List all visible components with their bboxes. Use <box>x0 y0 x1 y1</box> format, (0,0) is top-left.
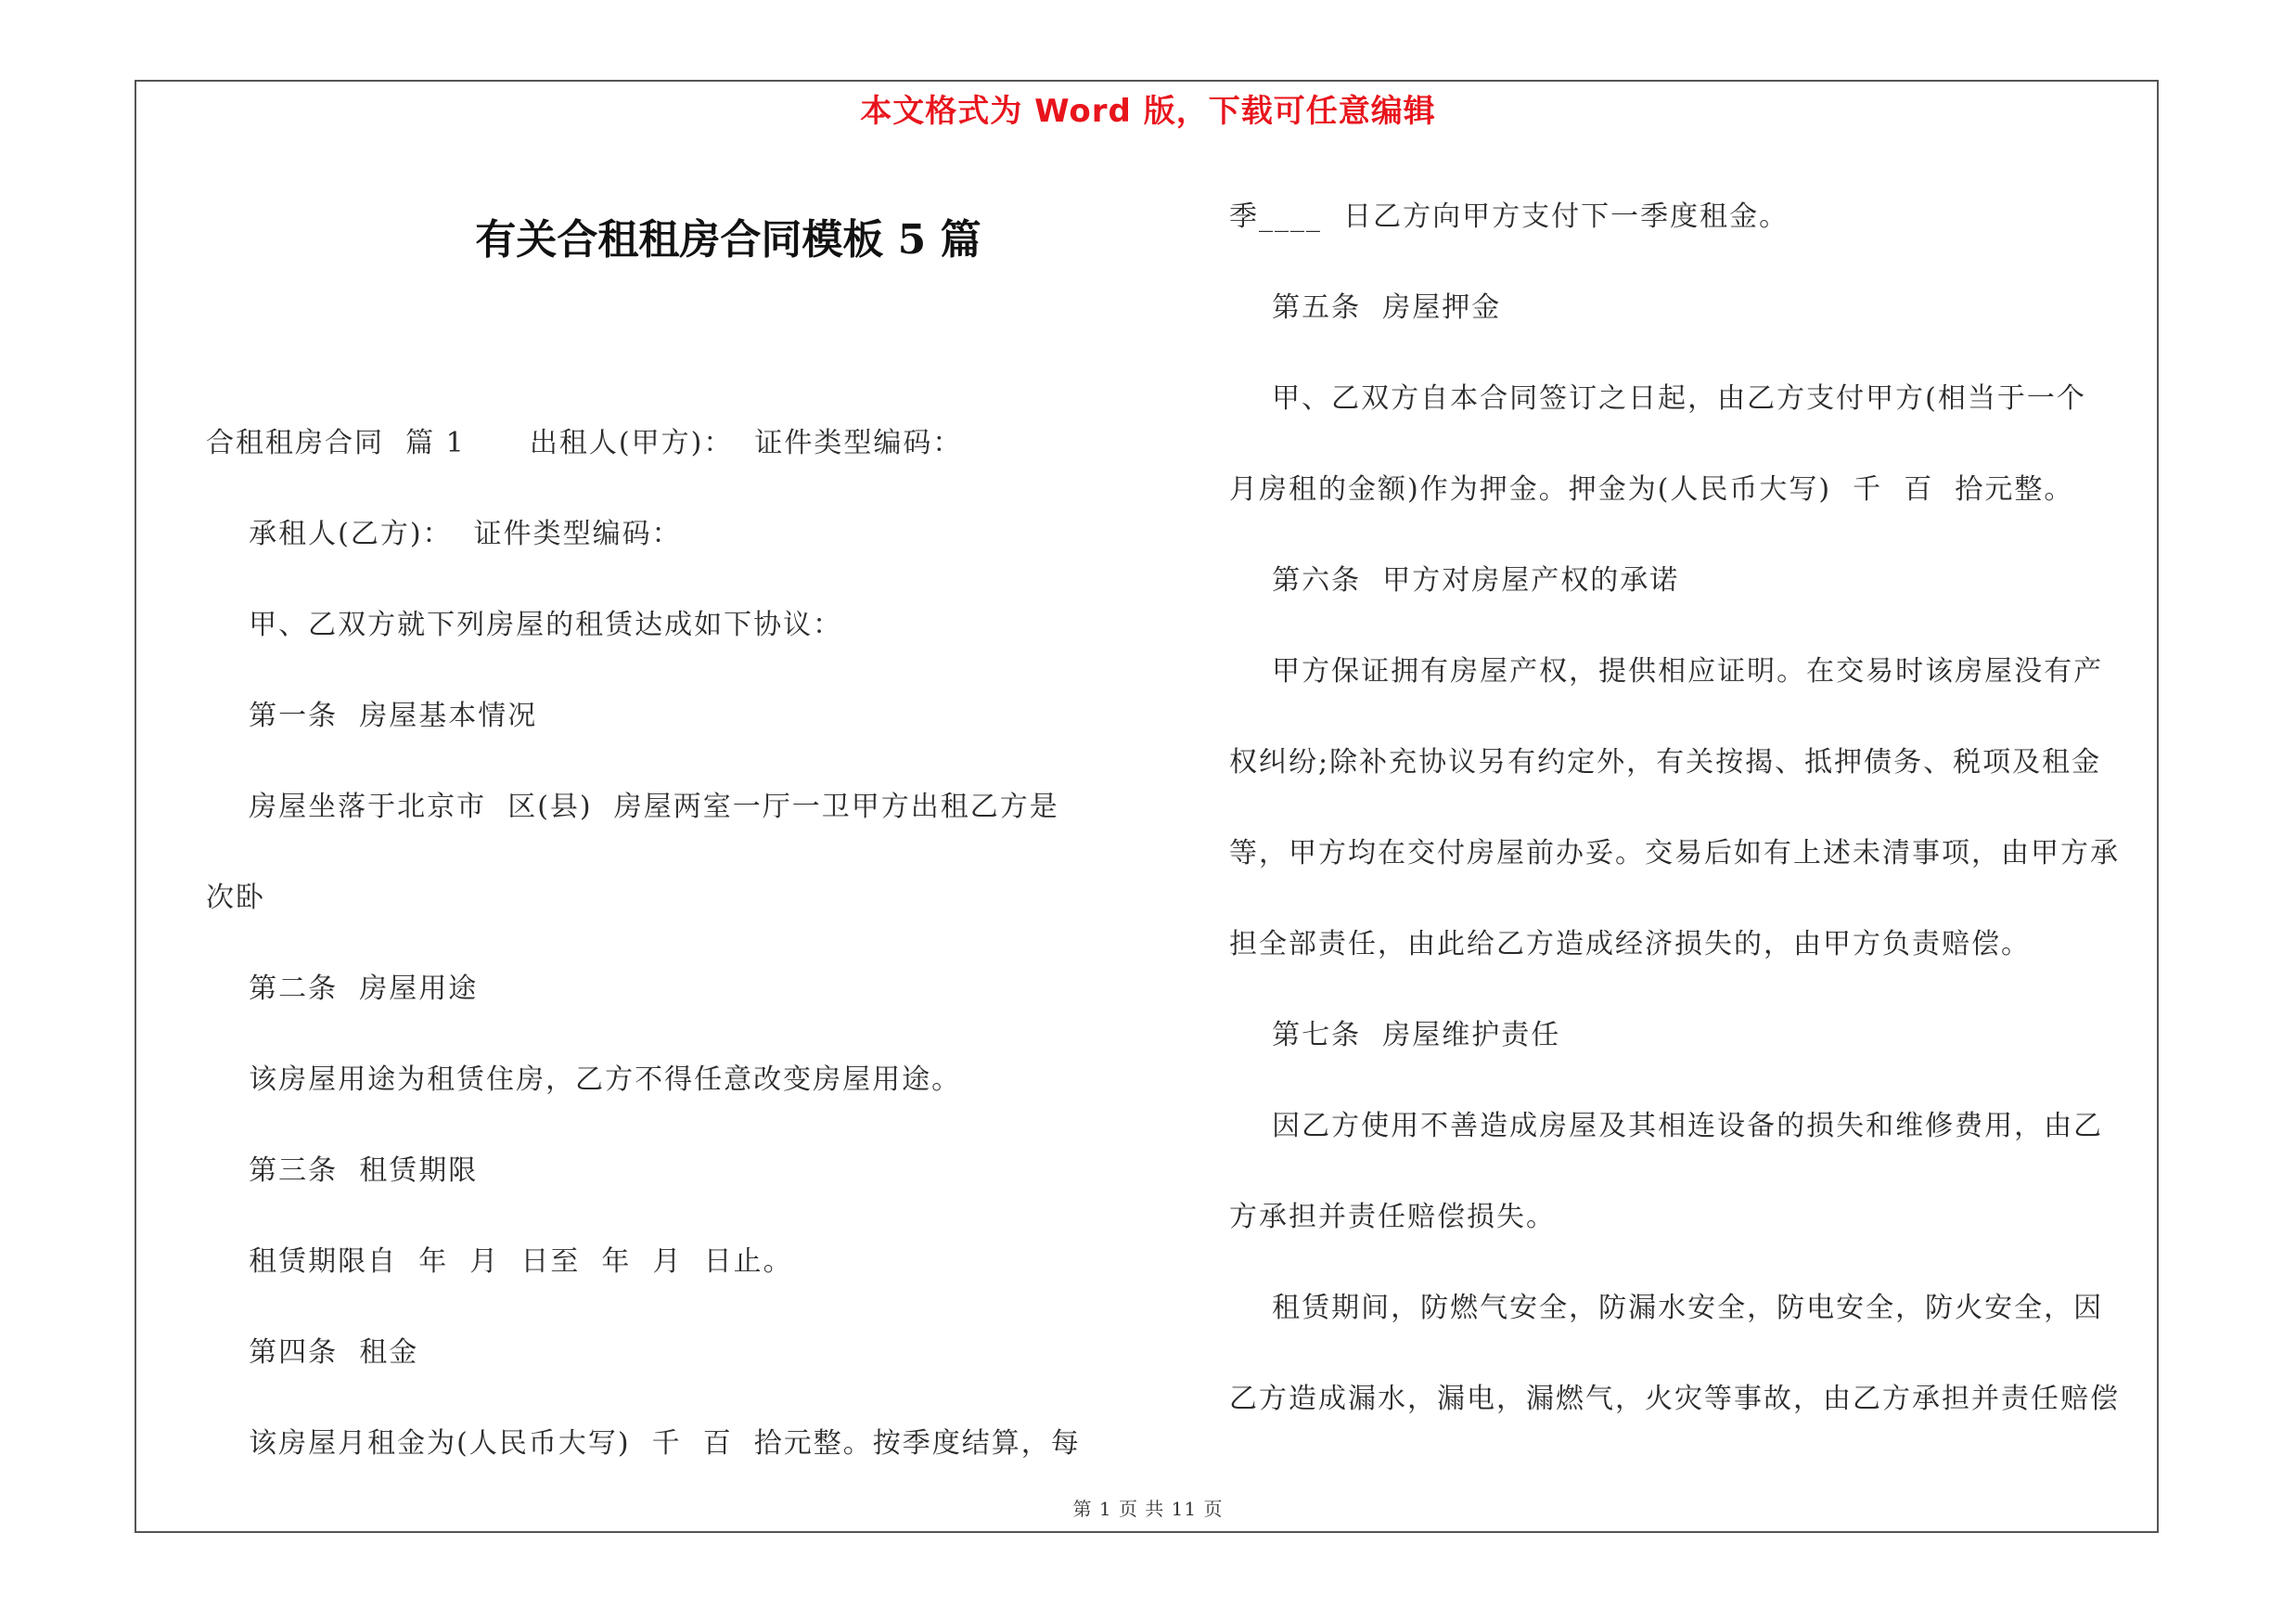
text-line: 第七条 房屋维护责任 <box>1229 1019 1561 1051</box>
text-line: 甲、乙双方自本合同签订之日起，由乙方支付甲方(相当于一个 <box>1229 382 2086 415</box>
text-line: 权纠纷;除补充协议另有约定外，有关按揭、抵押债务、税项及租金 <box>1229 746 2102 779</box>
document-title: 有关合租租房合同模板 5 篇 <box>475 216 981 264</box>
text-line: 季____ 日乙方向甲方支付下一季度租金。 <box>1229 200 1789 233</box>
text-line: 第三条 租赁期限 <box>206 1154 479 1187</box>
text-line: 第二条 房屋用途 <box>206 973 479 1005</box>
text-line: 合租租房合同 篇 1 出租人(甲方)： 证件类型编码： <box>206 427 963 459</box>
text-line: 第五条 房屋押金 <box>1229 291 1502 324</box>
text-line: 承租人(乙方)： 证件类型编码： <box>206 518 682 550</box>
text-line: 担全部责任，由此给乙方造成经济损失的，由甲方负责赔偿。 <box>1229 928 2031 960</box>
text-line: 该房屋月租金为(人民币大写) 千 百 拾元整。按季度结算，每 <box>206 1427 1081 1460</box>
text-line: 甲方保证拥有房屋产权，提供相应证明。在交易时该房屋没有产 <box>1229 655 2104 688</box>
text-line: 该房屋用途为租赁住房，乙方不得任意改变房屋用途。 <box>206 1063 962 1096</box>
text-line: 房屋坐落于北京市 区(县) 房屋两室一厅一卫甲方出租乙方是 <box>206 791 1059 823</box>
text-line: 甲、乙双方就下列房屋的租赁达成如下协议： <box>206 609 843 641</box>
text-line: 等，甲方均在交付房屋前办妥。交易后如有上述未清事项，由甲方承 <box>1229 837 2120 869</box>
text-line: 因乙方使用不善造成房屋及其相连设备的损失和维修费用，由乙 <box>1229 1110 2104 1142</box>
format-banner: 本文格式为 Word 版，下载可任意编辑 <box>860 93 1436 130</box>
text-line: 租赁期限自 年 月 日至 年 月 日止。 <box>206 1245 793 1278</box>
text-line: 次卧 <box>206 882 265 914</box>
text-line: 第六条 甲方对房屋产权的承诺 <box>1229 564 1680 597</box>
text-line: 第四条 租金 <box>206 1336 419 1369</box>
text-line: 租赁期间，防燃气安全，防漏水安全，防电安全，防火安全，因 <box>1229 1292 2104 1324</box>
text-line: 方承担并责任赔偿损失。 <box>1229 1201 1556 1233</box>
text-line: 月房租的金额)作为押金。押金为(人民币大写) 千 百 拾元整。 <box>1229 473 2074 506</box>
text-line: 第一条 房屋基本情况 <box>206 700 538 732</box>
text-line: 乙方造成漏水，漏电，漏燃气，火灾等事故，由乙方承担并责任赔偿 <box>1229 1383 2120 1415</box>
page-number: 第 1 页 共 11 页 <box>1072 1498 1224 1520</box>
